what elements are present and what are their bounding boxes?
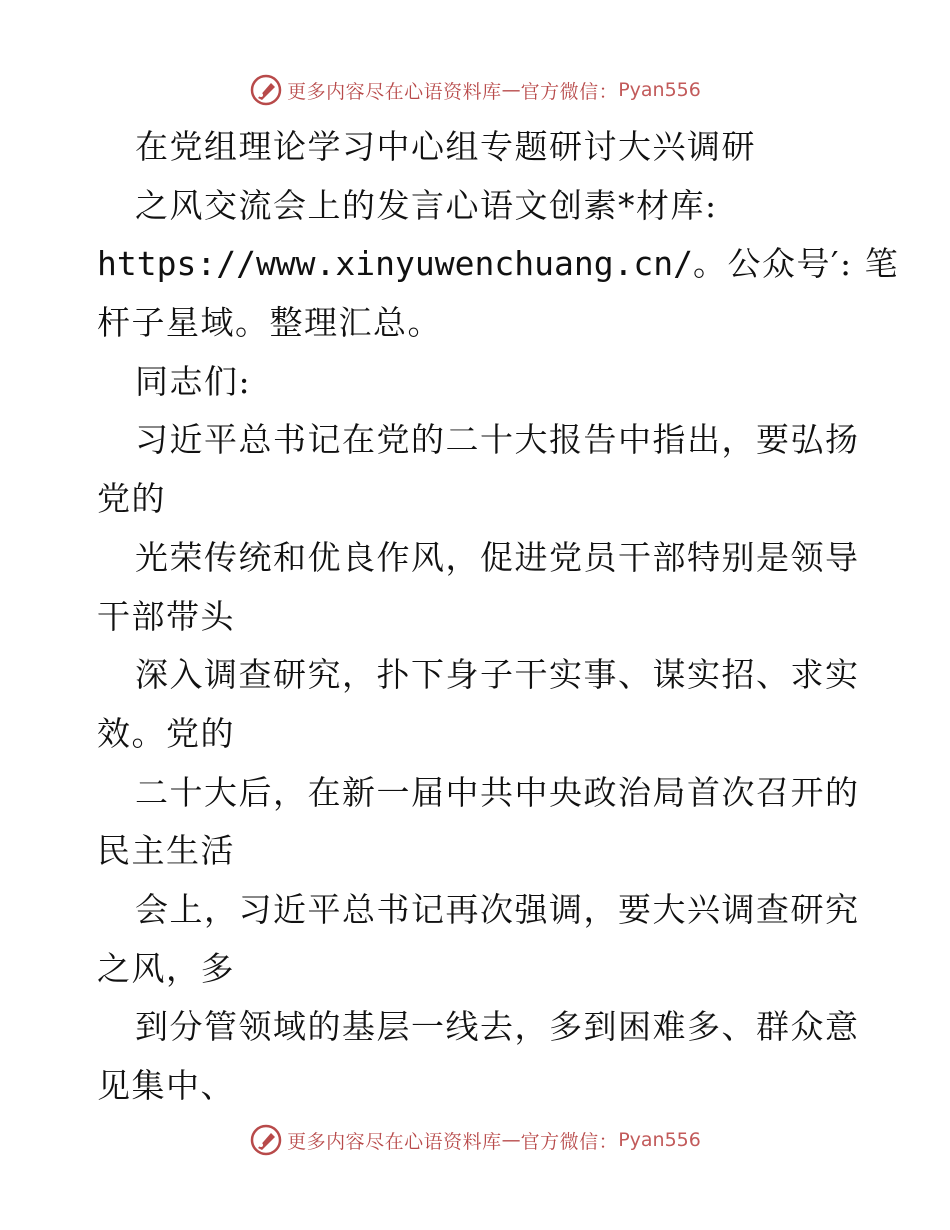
banner-wechat-id: Pyan556 (618, 79, 701, 101)
text-line: 同志们: (135, 361, 252, 401)
pen-nib-logo-icon (249, 1123, 283, 1157)
banner-label: 官方微信： (520, 1130, 619, 1153)
banner-separator: — (501, 1129, 521, 1151)
text-line: 习近平总书记在党的二十大报告中指出，要弘扬 (135, 420, 860, 460)
text-line: 干部带头 (97, 596, 235, 636)
banner-wechat-id: Pyan556 (618, 1129, 701, 1151)
header-banner (0, 70, 950, 110)
text-line-url (97, 235, 900, 294)
text-line: 杆子星域。整理汇总。 (97, 303, 442, 343)
text-line: 会上，习近平总书记再次强调，要大兴调查研究 (135, 889, 860, 929)
banner-label: 官方微信： (520, 80, 619, 103)
text-line: 之风交流会上的发言心语文创素*材库: (135, 185, 718, 225)
text-line: 到分管领域的基层一线去，多到困难多、群众意 (135, 1007, 860, 1047)
footer-banner (0, 1120, 950, 1160)
url-text: https://www.xinyuwenchuang.cn/ (97, 244, 694, 284)
banner-main-text: 更多内容尽在心语资料库 (287, 80, 502, 103)
text-line: 之风，多 (97, 948, 235, 988)
text-line: 民主生活 (97, 831, 235, 871)
text-line: 二十大后，在新一届中共中央政治局首次召开的 (135, 772, 860, 812)
banner-separator: — (501, 79, 521, 101)
text-line: 党的 (97, 479, 166, 519)
text-line: 深入调查研究，扑下身子干实事、谋实招、求实 (135, 655, 860, 695)
text-line: 见集中、 (97, 1066, 235, 1105)
pen-nib-logo-icon (249, 73, 283, 107)
text-line: 在党组理论学习中心组专题研讨大兴调研 (135, 127, 756, 166)
document-body (97, 118, 900, 1116)
url-suffix: 。公众号′: 笔 (693, 244, 900, 284)
text-line: 光荣传统和优良作风，促进党员干部特别是领导 (135, 537, 860, 577)
banner-main-text: 更多内容尽在心语资料库 (287, 1130, 502, 1153)
text-line: 效。党的 (97, 713, 235, 753)
